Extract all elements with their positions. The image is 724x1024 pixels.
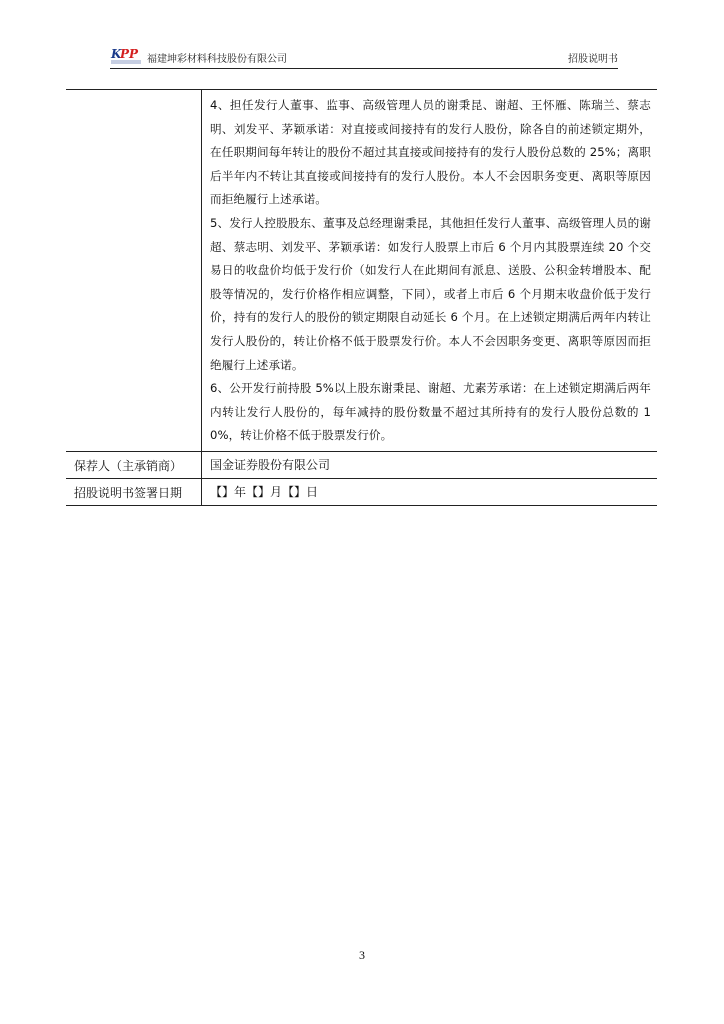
table-row-signing-date	[66, 478, 657, 505]
sponsor-value: 国金证券股份有限公司	[202, 451, 658, 478]
commitment-paragraph-5: 5、发行人控股股东、董事及总经理谢秉昆，其他担任发行人董事、高级管理人员的谢超、蔡志明、刘发平、茅颖承诺：如发行人股票上市后 6 个月内其股票连续 20 个交易日的收盘价均低于发行价（如发行人在此期间有派息、送股、公积金转增股本、配股等情况的，发行价格作相应调整，下同），或者上市后 6 个月期末收盘价低于发行价，持有的发行人的股份的锁定期限自动延长 6 个月。在上述锁定期满后两年内转让发行人股份的，转让价格不低于股票发行价。本人不会因职务变更、离职等原因而拒绝履行上述承诺。	[210, 215, 651, 372]
header-divider	[110, 68, 618, 69]
signing-date-label: 招股说明书签署日期	[66, 478, 202, 505]
signing-date-value: 【】年【】月【】日	[202, 478, 658, 505]
page-header	[110, 46, 618, 68]
table-row-commitments	[66, 90, 657, 452]
commitment-paragraph-4: 4、担任发行人董事、监事、高级管理人员的谢秉昆、谢超、王怀雁、陈瑞兰、蔡志明、刘发平、茅颖承诺：对直接或间接持有的发行人股份，除各自的前述锁定期外，在任职期间每年转让的股份不超过其直接或间接持有的发行人股份总数的 25%；离职后半年内不转让其直接或间接持有的发行人股份。本人不会因职务变更、离职等原因而拒绝履行上述承诺。	[210, 98, 651, 207]
empty-label-cell	[66, 90, 202, 452]
company-logo-icon	[110, 46, 144, 66]
document-type: 招股说明书	[568, 54, 618, 65]
commitments-cell	[202, 90, 658, 452]
page-number: 3	[359, 948, 365, 962]
company-name: 福建坤彩材料科技股份有限公司	[147, 54, 287, 65]
svg-text:PP: PP	[120, 47, 139, 61]
table-row-sponsor	[66, 451, 657, 478]
sponsor-label: 保荐人（主承销商）	[66, 451, 202, 478]
offering-summary-table	[66, 89, 657, 506]
svg-text:K: K	[111, 47, 122, 61]
commitment-paragraph-6: 6、公开发行前持股 5%以上股东谢秉昆、谢超、尤素芳承诺：在上述锁定期满后两年内转让发行人股份的，每年减持的股份数量不超过其所持有的发行人股份总数的 10%，转让价格不低于股票发行价。	[210, 381, 651, 443]
